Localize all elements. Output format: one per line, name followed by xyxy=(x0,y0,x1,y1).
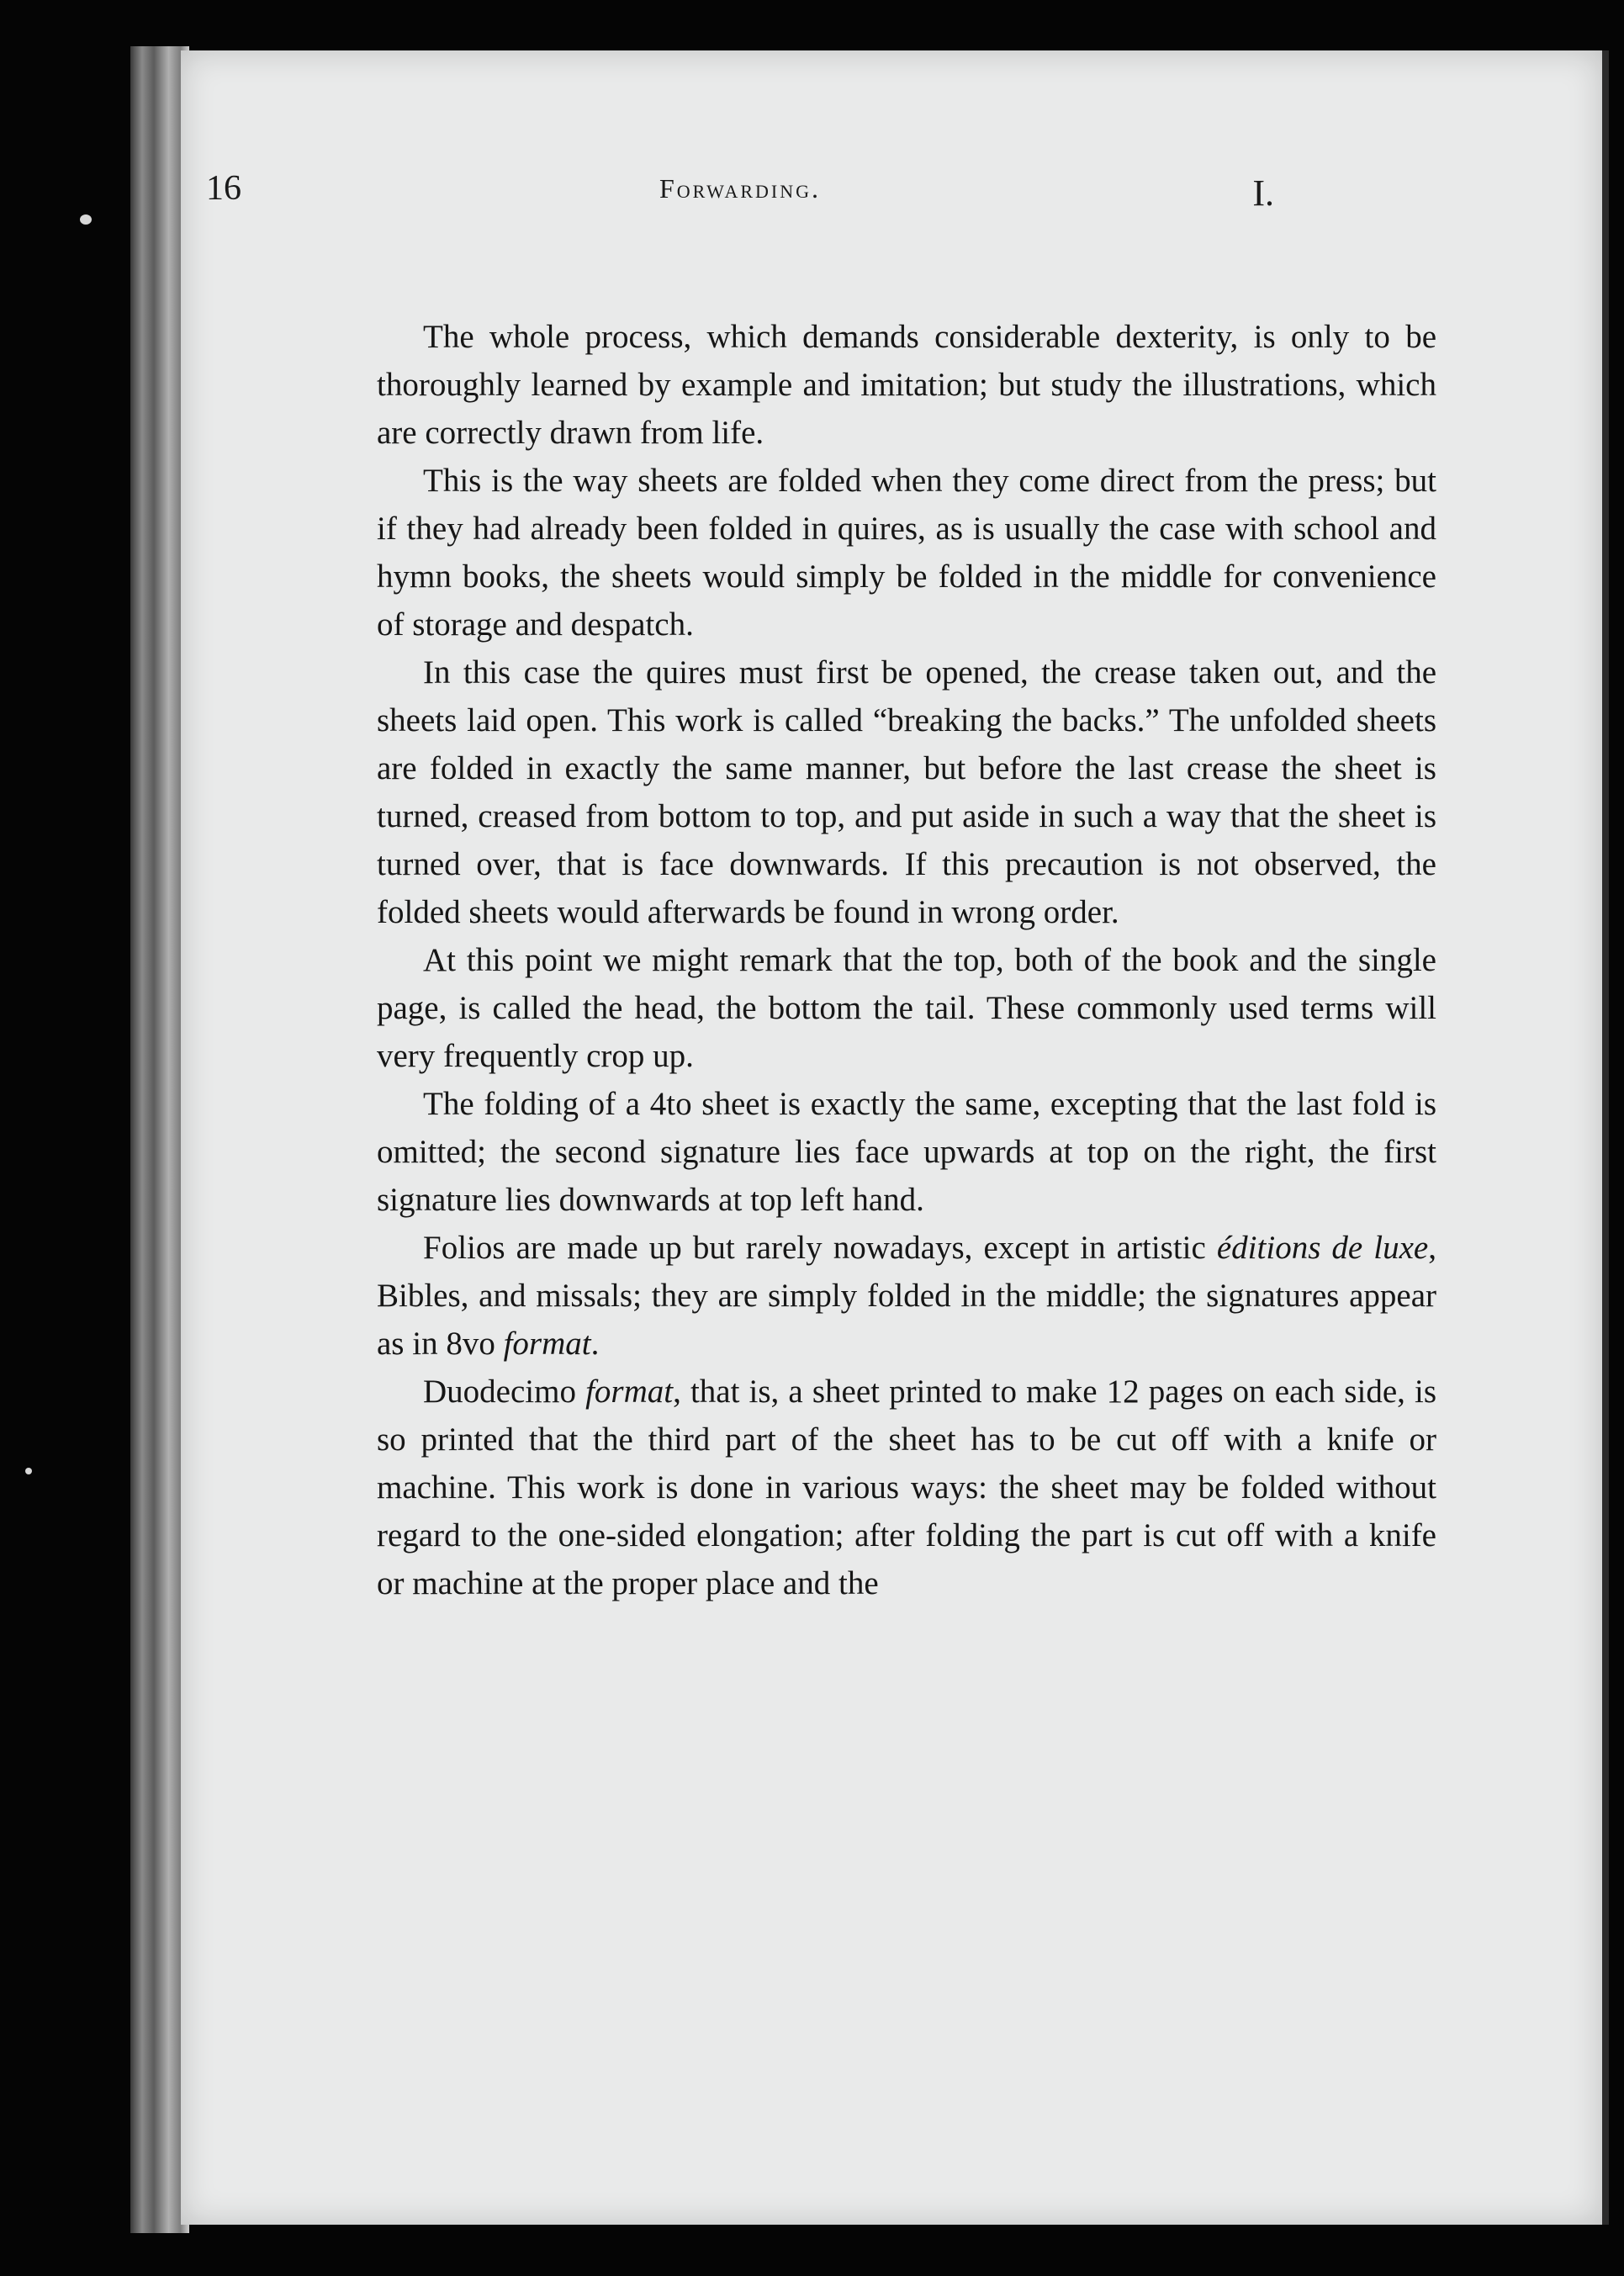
text-run: Folios are made up but rarely nowadays, except in artistic xyxy=(423,1230,1217,1266)
dust-speck xyxy=(25,1468,32,1474)
text-run: At this point we might remark that the top, both of the book and the single page, is called the head, the bottom the tail. These commonly used terms will very frequently crop up. xyxy=(377,942,1436,1074)
paragraph xyxy=(377,648,1436,936)
text-run: , Bibles, and missals; they are simply folded in the middle; the signatures appear as in 8vo xyxy=(377,1230,1436,1362)
italic-text: format xyxy=(503,1326,591,1362)
paragraph xyxy=(377,1368,1436,1607)
page-right-edge xyxy=(1602,50,1609,2225)
text-run: The folding of a 4to sheet is exactly the same, excepting that the last fold is omitted; the second signature lies face upwards at top on the right, the first signature lies downwards at top left hand. xyxy=(377,1086,1436,1218)
text-run: Duodecimo xyxy=(423,1374,586,1410)
paragraph xyxy=(377,457,1436,648)
paragraph xyxy=(377,1080,1436,1224)
paragraph xyxy=(377,936,1436,1080)
text-run: In this case the quires must first be opened, the crease taken out, and the sheets laid open. This work is called “breaking the backs.” The unfolded sheets are folded in exactly the same manner, but before the last crease the sheet is turned, creased from bottom to top, and put aside in such a way that the sheet is turned over, that is face downwards. If this precaution is not observed, the folded sheets would afterwards be found in wrong order. xyxy=(377,654,1436,930)
italic-text: éditions de luxe xyxy=(1216,1230,1429,1266)
paragraph xyxy=(377,313,1436,457)
body-text xyxy=(377,313,1436,1607)
text-run: The whole process, which demands considerable dexterity, is only to be thoroughly learned by example and imitation; but study the illustrations, which are correctly drawn from life. xyxy=(377,319,1436,451)
chapter-mark: I. xyxy=(1252,172,1274,214)
italic-text: format xyxy=(585,1374,674,1410)
running-title: Forwarding. xyxy=(659,173,822,204)
text-run: , that is, a sheet printed to make 12 pages on each side, is so printed that the third part of the sheet has to be cut off with a knife or machine. This work is done in various ways: the sheet may be folded without regard to the one-sided elongation; after folding the part is cut off with a knife or machine at the proper place and the xyxy=(377,1374,1436,1601)
running-head xyxy=(206,168,1274,236)
paragraph xyxy=(377,1224,1436,1368)
page-number: 16 xyxy=(206,169,241,208)
text-run: This is the way sheets are folded when they come direct from the press; but if they had already been folded in quires, as is usually the case with school and hymn books, the sheets would simply be folded in the middle for convenience of storage and despatch. xyxy=(377,463,1436,643)
dust-speck xyxy=(80,214,92,225)
text-run: . xyxy=(590,1326,600,1362)
